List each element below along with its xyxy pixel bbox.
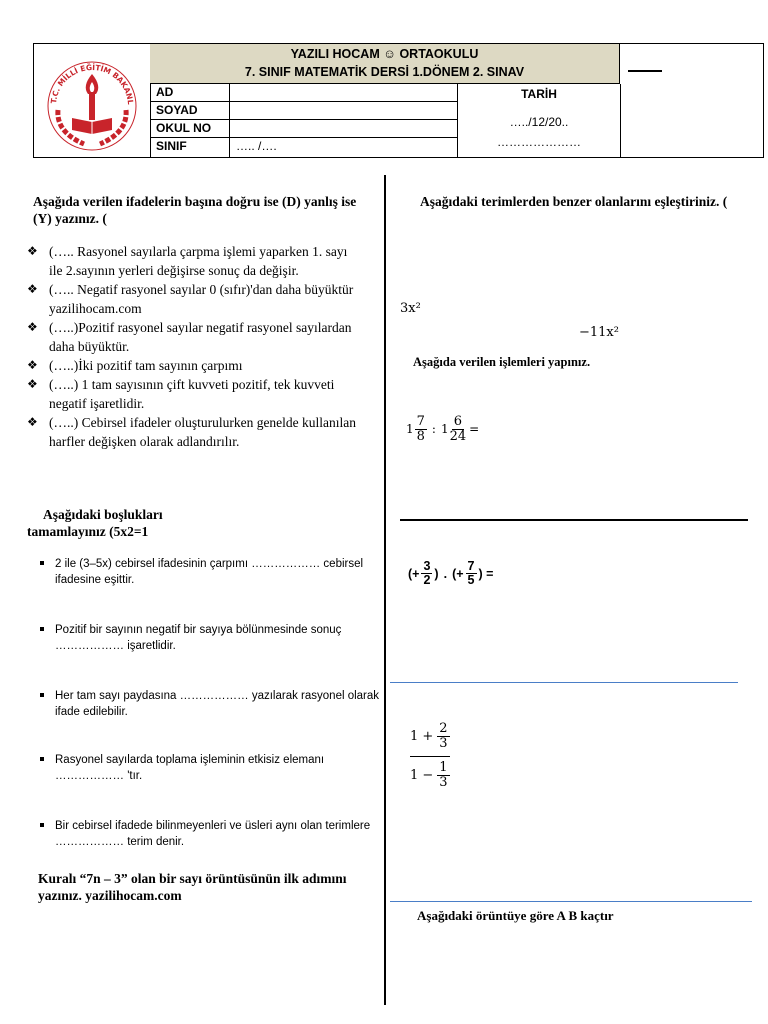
question-6-title: Aşağıdaki örüntüye göre A B kaçtır [417,908,614,923]
term-minus-11x2: −11x² [579,325,619,340]
expression-mixed-division [406,415,479,443]
blue-separator-line [390,682,738,683]
diamond-bullet-icon: ❖ [27,244,38,258]
fraction: $\frac{7}{8}$ [416,414,425,444]
score-dash [628,70,662,72]
question-2-title-line2: tamamlayınız (5x2=1 [27,524,149,539]
fraction: $\frac{2}{3}$ [439,720,448,751]
row-okul-no [150,120,458,138]
square-bullet-icon [40,627,44,631]
whole-part: 1 [406,422,414,437]
logo-cell [34,44,151,157]
school-number-field[interactable] [230,120,458,137]
complex-numerator: 1 + $\frac{2}{3}$ [410,718,450,757]
date-label: TARİH [521,87,557,101]
school-name: YAZILI HOCAM ☺ ORTAOKULU [290,47,479,61]
list-item: ❖ (….. Rasyonel sayılarla çarpma işlemi yaparken 1. sayı ile 2.sayının yerleri değişirse sonuç da değişir. [27,244,348,278]
list-item: Rasyonel sayılarda toplama işleminin etkisiz elemanı ……………… 'tır. [40,752,385,784]
list-item: ❖ (….. Negatif rasyonel sayılar 0 (sıfır)'dan daha büyüktür yazilihocam.com [27,282,354,316]
diamond-bullet-icon: ❖ [27,415,38,429]
whole-part: 1 [440,422,449,437]
list-item: Her tam sayı paydasına ……………… yazılarak rasyonel olarak ifade edilebilir. [40,688,385,720]
class-field[interactable]: ….. /…. [230,138,458,157]
list-item: Bir cebirsel ifadede bilinmeyenleri ve üsleri aynı olan terimlere ……………… terim denir. [40,818,385,850]
blue-separator-line [390,901,752,902]
fraction: $\frac{7}{5}$ [467,559,475,588]
column-divider [384,175,386,1005]
question-3-title: Kuralı “7n – 3” olan bir sayı örüntüsünün ilk adımını yazınız. yazilihocam.com [38,871,347,903]
date-cell [458,84,621,157]
fraction: $\frac{1}{3}$ [439,759,448,790]
term-3x2: 3x² [400,301,421,316]
fraction: $\frac{3}{2}$ [423,559,431,588]
exam-title [150,44,620,84]
score-cell [620,44,763,157]
list-item: 2 ile (3–5x) cebirsel ifadesinin çarpımı ……………… cebirsel ifadesine eşittir. [40,556,385,588]
expression-complex-fraction [410,718,450,793]
diamond-bullet-icon: ❖ [27,282,38,296]
expression-multiplication [408,560,493,587]
question-2-title-line1: Aşağıdaki boşlukları [43,507,163,522]
multiply-sign: . [443,566,448,581]
list-item: ❖ (…..)İki pozitif tam sayının çarpımı [27,358,243,373]
row-sinif [150,138,458,157]
diamond-bullet-icon: ❖ [27,320,38,334]
row-label: SINIF [150,138,230,157]
list-item: Pozitif bir sayının negatif bir sayıya bölünmesinde sonuç ……………… işaretlidir. [40,622,385,654]
row-label: OKUL NO [150,120,230,137]
paren-open: (+ [408,566,420,581]
paren-close-equals: ) = [478,566,494,581]
question-1-title: Aşağıda verilen ifadelerin başına doğru ise (D) yanlış ise (Y) yazınız. ( [33,194,357,226]
exam-header [33,43,764,158]
square-bullet-icon [40,693,44,697]
diamond-bullet-icon: ❖ [27,358,38,372]
square-bullet-icon [40,561,44,565]
row-label: AD [150,84,230,101]
list-item: ❖ (…..) Cebirsel ifadeler oluşturulurken genelde kullanılan harfler değişken olarak adlandırılır. [27,415,357,449]
fraction: $\frac{6}{24}$ [449,414,467,444]
question-5-title: Aşağıda verilen işlemleri yapınız. [413,355,591,369]
diamond-bullet-icon: ❖ [27,377,38,391]
exam-name: 7. SINIF MATEMATİK DERSİ 1.DÖNEM 2. SINAV [244,65,525,79]
true-false-list [27,242,357,451]
divide-sign: : [431,422,436,437]
list-item: ❖ (…..) 1 tam sayısının çift kuvveti pozitif, tek kuvveti negatif işaretlidir. [27,377,335,411]
surname-field[interactable] [230,102,458,119]
paren-open: (+ [452,566,464,581]
question-4-title: Aşağıdaki terimlerden benzer olanlarını eşleştiriniz. ( [420,194,728,209]
row-ad [150,84,458,102]
paren-close: ) [434,566,439,581]
equals-sign: = [469,422,480,437]
square-bullet-icon [40,823,44,827]
name-field[interactable] [230,84,458,101]
list-item: ❖ (…..)Pozitif rasyonel sayılar negatif rasyonel sayılardan daha büyüktür. [27,320,352,354]
svg-text:T.C. MİLLİ EĞİTİM BAKANLIĞI: T.C. MİLLİ EĞİTİM BAKANL [49,62,136,105]
ministry-logo-icon [34,44,150,157]
date-dots: ………………… [497,135,581,149]
separator-line [400,519,748,521]
square-bullet-icon [40,757,44,761]
row-label: SOYAD [150,102,230,119]
row-soyad [150,102,458,120]
complex-denominator: 1 − $\frac{1}{3}$ [410,759,448,790]
date-value[interactable]: …../12/20.. [509,115,569,129]
